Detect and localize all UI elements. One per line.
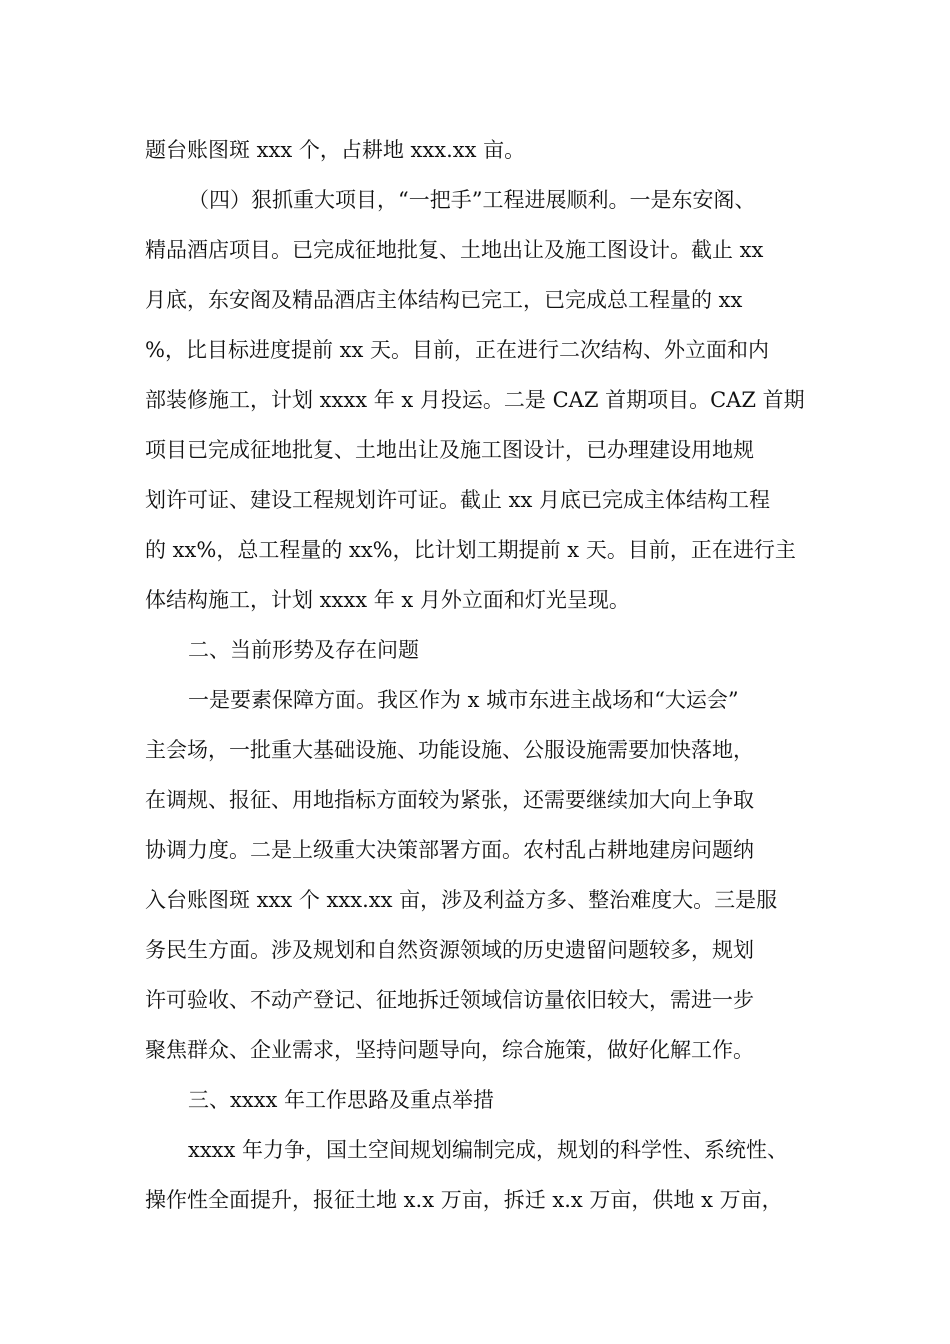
- paragraph-start: xxxx 年力争，国土空间规划编制完成，规划的科学性、系统性、: [188, 1138, 789, 1162]
- text-line: 月底，东安阁及精品酒店主体结构已完工，已完成总工程量的 xx: [145, 288, 743, 312]
- text-line: 部装修施工，计划 xxxx 年 x 月投运。二是 CAZ 首期项目。CAZ 首期: [145, 388, 805, 412]
- section-heading-3: 三、xxxx 年工作思路及重点举措: [188, 1088, 495, 1112]
- text-line: 许可验收、不动产登记、征地拆迁领域信访量依旧较大，需进一步: [145, 988, 754, 1012]
- paragraph-start: 一是要素保障方面。我区作为 x 城市东进主战场和“大运会”: [188, 688, 739, 712]
- text-line: 精品酒店项目。已完成征地批复、土地出让及施工图设计。截止 xx: [145, 238, 764, 262]
- text-line: 入台账图斑 xxx 个 xxx.xx 亩，涉及利益方多、整治难度大。三是服: [145, 888, 778, 912]
- text-line: %，比目标进度提前 xx 天。目前，正在进行二次结构、外立面和内: [145, 338, 769, 362]
- text-line: 操作性全面提升，报征土地 x.x 万亩，拆迁 x.x 万亩，供地 x 万亩，: [145, 1188, 783, 1212]
- text-line: 聚焦群众、企业需求，坚持问题导向，综合施策，做好化解工作。: [145, 1038, 754, 1062]
- text-line: 协调力度。二是上级重大决策部署方面。农村乱占耕地建房问题纳: [145, 838, 754, 862]
- text-line: 的 xx%，总工程量的 xx%，比计划工期提前 x 天。目前，正在进行主: [145, 538, 796, 562]
- text-line: 在调规、报征、用地指标方面较为紧张，还需要继续加大向上争取: [145, 788, 754, 812]
- paragraph-heading-4: （四）狠抓重大项目，“一把手”工程进展顺利。一是东安阁、: [188, 188, 756, 212]
- text-line: 主会场，一批重大基础设施、功能设施、公服设施需要加快落地，: [145, 738, 754, 762]
- text-line: 务民生方面。涉及规划和自然资源领域的历史遗留问题较多，规划: [145, 938, 754, 962]
- section-heading-2: 二、当前形势及存在问题: [188, 638, 419, 662]
- text-line: 项目已完成征地批复、土地出让及施工图设计，已办理建设用地规: [145, 438, 754, 462]
- text-line: 体结构施工，计划 xxxx 年 x 月外立面和灯光呈现。: [145, 588, 630, 612]
- text-line: 题台账图斑 xxx 个，占耕地 xxx.xx 亩。: [145, 138, 526, 162]
- text-line: 划许可证、建设工程规划许可证。截止 xx 月底已完成主体结构工程: [145, 488, 771, 512]
